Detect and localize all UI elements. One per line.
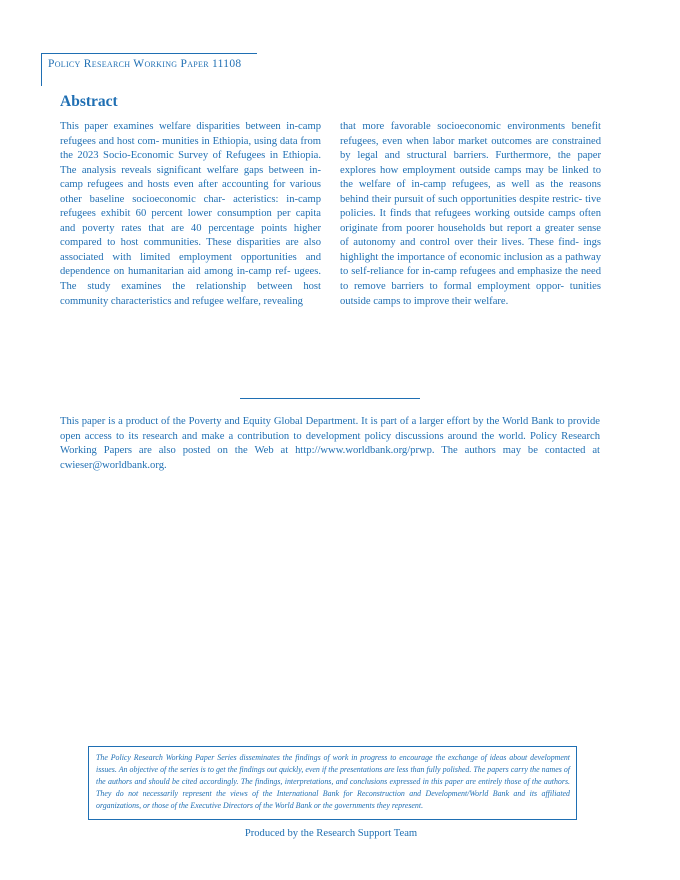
product-note: This paper is a product of the Poverty and Equity Global Department. It is part of a larger effort by the World Bank to provide open access to its research and make a contribution to development policy discussions around the world. Policy Research Working Papers are also posted on the Web at http://www.worldbank.org/prwp. The authors may be contacted at cwieser@worldbank.org. <box>60 416 600 471</box>
abstract-heading: Abstract <box>60 93 118 110</box>
abstract-left-column: This paper examines welfare disparities between in-camp refugees and host com- munities in Ethiopia, using data from the 2023 Socio-Economic Survey of Refugees in Ethiopia. The analysis reveals significant welfare gaps between in-camp refugees and hosts even after accounting for various other baseline socioeconomic char- acteristics: in-camp refugees exhibit 60 percent lower consumption per capita and poverty rates that are 40 percentage points higher compared to host communities. These disparities are also associated with limited employment opportunities and dependence on humanitarian aid among in-camp ref- ugees. The study examines the relationship between host community characteristics and refugee welfare, revealing <box>60 121 321 307</box>
disclaimer-text: The Policy Research Working Paper Series disseminates the findings of work in progress to encourage the exchange of ideas about development issues. An objective of the series is to get the findings out quickly, even if the presentations are less than fully polished. The papers carry the names of the authors and should be cited accordingly. The findings, interpretations, and conclusions expressed in this paper are entirely those of the authors. They do not necessarily represent the views of the International Bank for Reconstruction and Development/World Bank and its affiliated organizations, or those of the Executive Directors of the World Bank or the governments they represent. <box>96 753 570 811</box>
series-header <box>41 53 257 86</box>
section-divider <box>240 398 420 399</box>
series-title: Policy Research Working Paper 11108 <box>48 58 242 70</box>
abstract-right-column: that more favorable socioeconomic environments benefit refugees, even when labor market outcomes are constrained by legal and structural barriers. Furthermore, the paper explores how employment outside camps may be linked to the welfare of in-camp refugees, as well as the reasons behind their pursuit of such opportunities despite restric- tive policies. It finds that refugees working outside camps often originate from poorer households but report a greater sense of autonomy and control over their lives. These find- ings highlight the importance of economic inclusion as a pathway to self-reliance for in-camp refugees and emphasize the need to remove barriers to formal employment oppor- tunities outside camps to improve their welfare. <box>340 121 601 307</box>
footer-credit: Produced by the Research Support Team <box>244 828 418 839</box>
disclaimer-box <box>88 746 577 820</box>
